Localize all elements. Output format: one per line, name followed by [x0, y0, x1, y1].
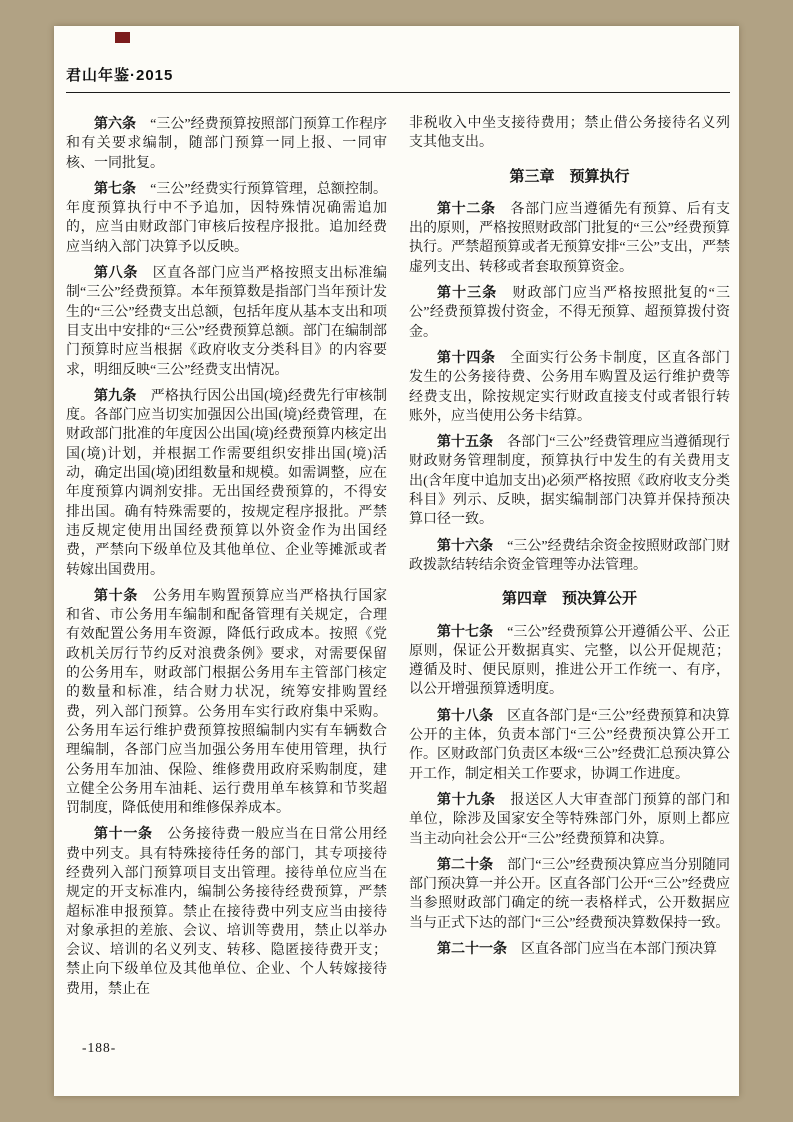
article-number: 第十五条	[437, 433, 494, 450]
article-number: 第十四条	[437, 348, 496, 365]
paragraph: 第十五条 各部门“三公”经费管理应当遵循现行财政财务管理制度，预算执行中发生的有关费用支出(含年度中追加支出)必须严格按照《政府收支分类科目》列示、反映，据实编制部门决算并保持预决算口径一致。	[409, 433, 730, 528]
paragraph: 第十条 公务用车购置预算应当严格执行国家和省、市公务用车编制和配备管理有关规定，合理有效配置公务用车资源，降低行政成本。按照《党政机关厉行节约反对浪费条例》要求，对需要保留的公务用车，财政部门根据公务用车主管部门核定的数量和标准，结合财力状况，统筹安排购置经费，列入部门预算。公务用车实行政府集中采购。公务用车运行维护费预算按照编制内实有车辆数合理编制，各部门应当加强公务用车使用管理，执行公务用车加油、保险、维修费用政府采购制度，建立健全公务用车油耗、运行费用单车核算和节奖超罚制度，降低使用和维修保养成本。	[66, 586, 388, 817]
paragraph: 第十二条 各部门应当遵循先有预算、后有支出的原则，严格按照财政部门批复的“三公”经费预算执行。严禁超预算或者无预算安排“三公”支出，严禁虚列支出、转移或者套取预算资金。	[409, 199, 731, 275]
paragraph: 第十一条 公务接待费一般应当在日常公用经费中列支。具有特殊接待任务的部门，其专项接待经费列入部门预算项目支出管理。接待单位应当在规定的开支标准内，编制公务接待经费预算，严禁超标准申报预算。禁止在接待费中列支应当由接待对象承担的差旅、会议、培训等费用，禁止以举办会议、培训的名义列支、转移、隐匿接待费开支；禁止向下级单位及其他单位、企业、个人转嫁接待费用，禁止在	[66, 825, 388, 997]
article-number: 第十九条	[437, 790, 496, 807]
page-number: -188-	[82, 1040, 117, 1055]
page-content	[66, 26, 730, 1096]
paragraph-continuation: 非税收入中坐支接待费用；禁止借公务接待名义列支其他支出。	[409, 116, 730, 151]
paragraph: 第十六条 “三公”经费结余资金按照财政部门财政拨款结转结余资金管理等办法管理。	[409, 536, 730, 573]
paragraph: 第八条 区直各部门应当严格按照支出标准编制“三公”经费预算。本年预算数是指部门当年预计发生的“三公”经费支出总额，包括年度从基本支出和项目支出中安排的“三公”经费预算总额。部门在编制部门预算时应当根据《政府收支分类科目》的内容要求，明细反映“三公”经费支出情况。	[66, 264, 388, 378]
article-number: 第七条	[94, 179, 137, 196]
paragraph: 第二十条 部门“三公”经费预决算应当分别随同部门预决算一并公开。区直各部门公开“三公”经费应当参照财政部门确定的统一表格样式，公开数据应当与正式下达的部门“三公”经费预决算数保持一致。	[409, 855, 730, 931]
document-page	[54, 26, 739, 1096]
header-rule	[66, 92, 730, 93]
article-number: 第十一条	[94, 825, 153, 842]
paragraph: 第七条 “三公”经费实行预算管理，总额控制。年度预算执行中不予追加，因特殊情况确需追加的，应当由财政部门审核后按程序报批。追加经费应当纳入部门决算予以反映。	[66, 179, 388, 255]
paragraph: 第十三条 财政部门应当严格按照批复的“三公”经费预算拨付资金，不得无预算、超预算拨付资金。	[409, 284, 730, 340]
text-columns	[66, 114, 730, 1005]
left-column	[66, 114, 387, 1005]
article-number: 第九条	[94, 386, 137, 403]
right-column	[409, 114, 730, 1005]
article-number: 第二十条	[437, 855, 494, 872]
article-number: 第十七条	[437, 622, 494, 639]
article-number: 第六条	[94, 115, 137, 131]
article-number: 第十条	[94, 586, 139, 603]
article-number: 第十三条	[437, 284, 498, 301]
article-number: 第二十一条	[437, 939, 507, 956]
article-number: 第十二条	[437, 199, 496, 216]
paragraph: 第十八条 区直各部门是“三公”经费预算和决算公开的主体，负责本部门“三公”经费预决算公开工作。区财政部门负责区本级“三公”经费汇总预决算公开工作，制定相关工作要求，协调工作进度。	[409, 706, 730, 782]
paragraph: 第十四条 全面实行公务卡制度，区直各部门发生的公务接待费、公务用车购置及运行维护费等经费支出，除按规定实行财政直接支付或者银行转账外，应当使用公务卡结算。	[409, 348, 731, 424]
article-number: 第八条	[94, 264, 139, 281]
article-number: 第十六条	[437, 536, 494, 553]
article-number: 第十八条	[437, 706, 494, 723]
paragraph: 第六条 “三公”经费预算按照部门预算工作程序和有关要求编制，随部门预算一同上报、一同审核、一同批复。	[66, 115, 388, 171]
paragraph: 第十七条 “三公”经费预算公开遵循公平、公正原则，保证公开数据真实、完整，以公开促规范；遵循及时、便民原则，推进公开工作统一、有序，以公开增强预算透明度。	[409, 622, 730, 698]
paragraph: 第九条 严格执行因公出国(境)经费先行审核制度。各部门应当切实加强因公出国(境)经费管理，在财政部门批准的年度因公出国(境)经费预算内核定出国(境)计划，并根据工作需要组织安排出国(境)活动，确定出国(境)团组数量和规模。如需调整，应在年度预算内调剂安排。无出国经费预算的，不得安排出国。确有特殊需要的，按规定程序报批。严禁违反规定使用出国经费预算以外资金作为出国经费，严禁向下级单位及其他单位、企业等摊派或者转嫁出国费用。	[66, 386, 388, 578]
book-header-title: 君山年鉴·2015	[66, 67, 174, 84]
chapter-heading: 第四章 预决算公开	[501, 590, 637, 608]
chapter-heading: 第三章 预算执行	[509, 167, 630, 185]
paragraph: 第十九条 报送区人大审查部门预算的部门和单位，除涉及国家安全等特殊部门外，原则上都应当主动向社会公开“三公”经费预算和决算。	[409, 790, 731, 847]
paragraph: 第二十一条 区直各部门应当在本部门预决算	[437, 939, 717, 957]
